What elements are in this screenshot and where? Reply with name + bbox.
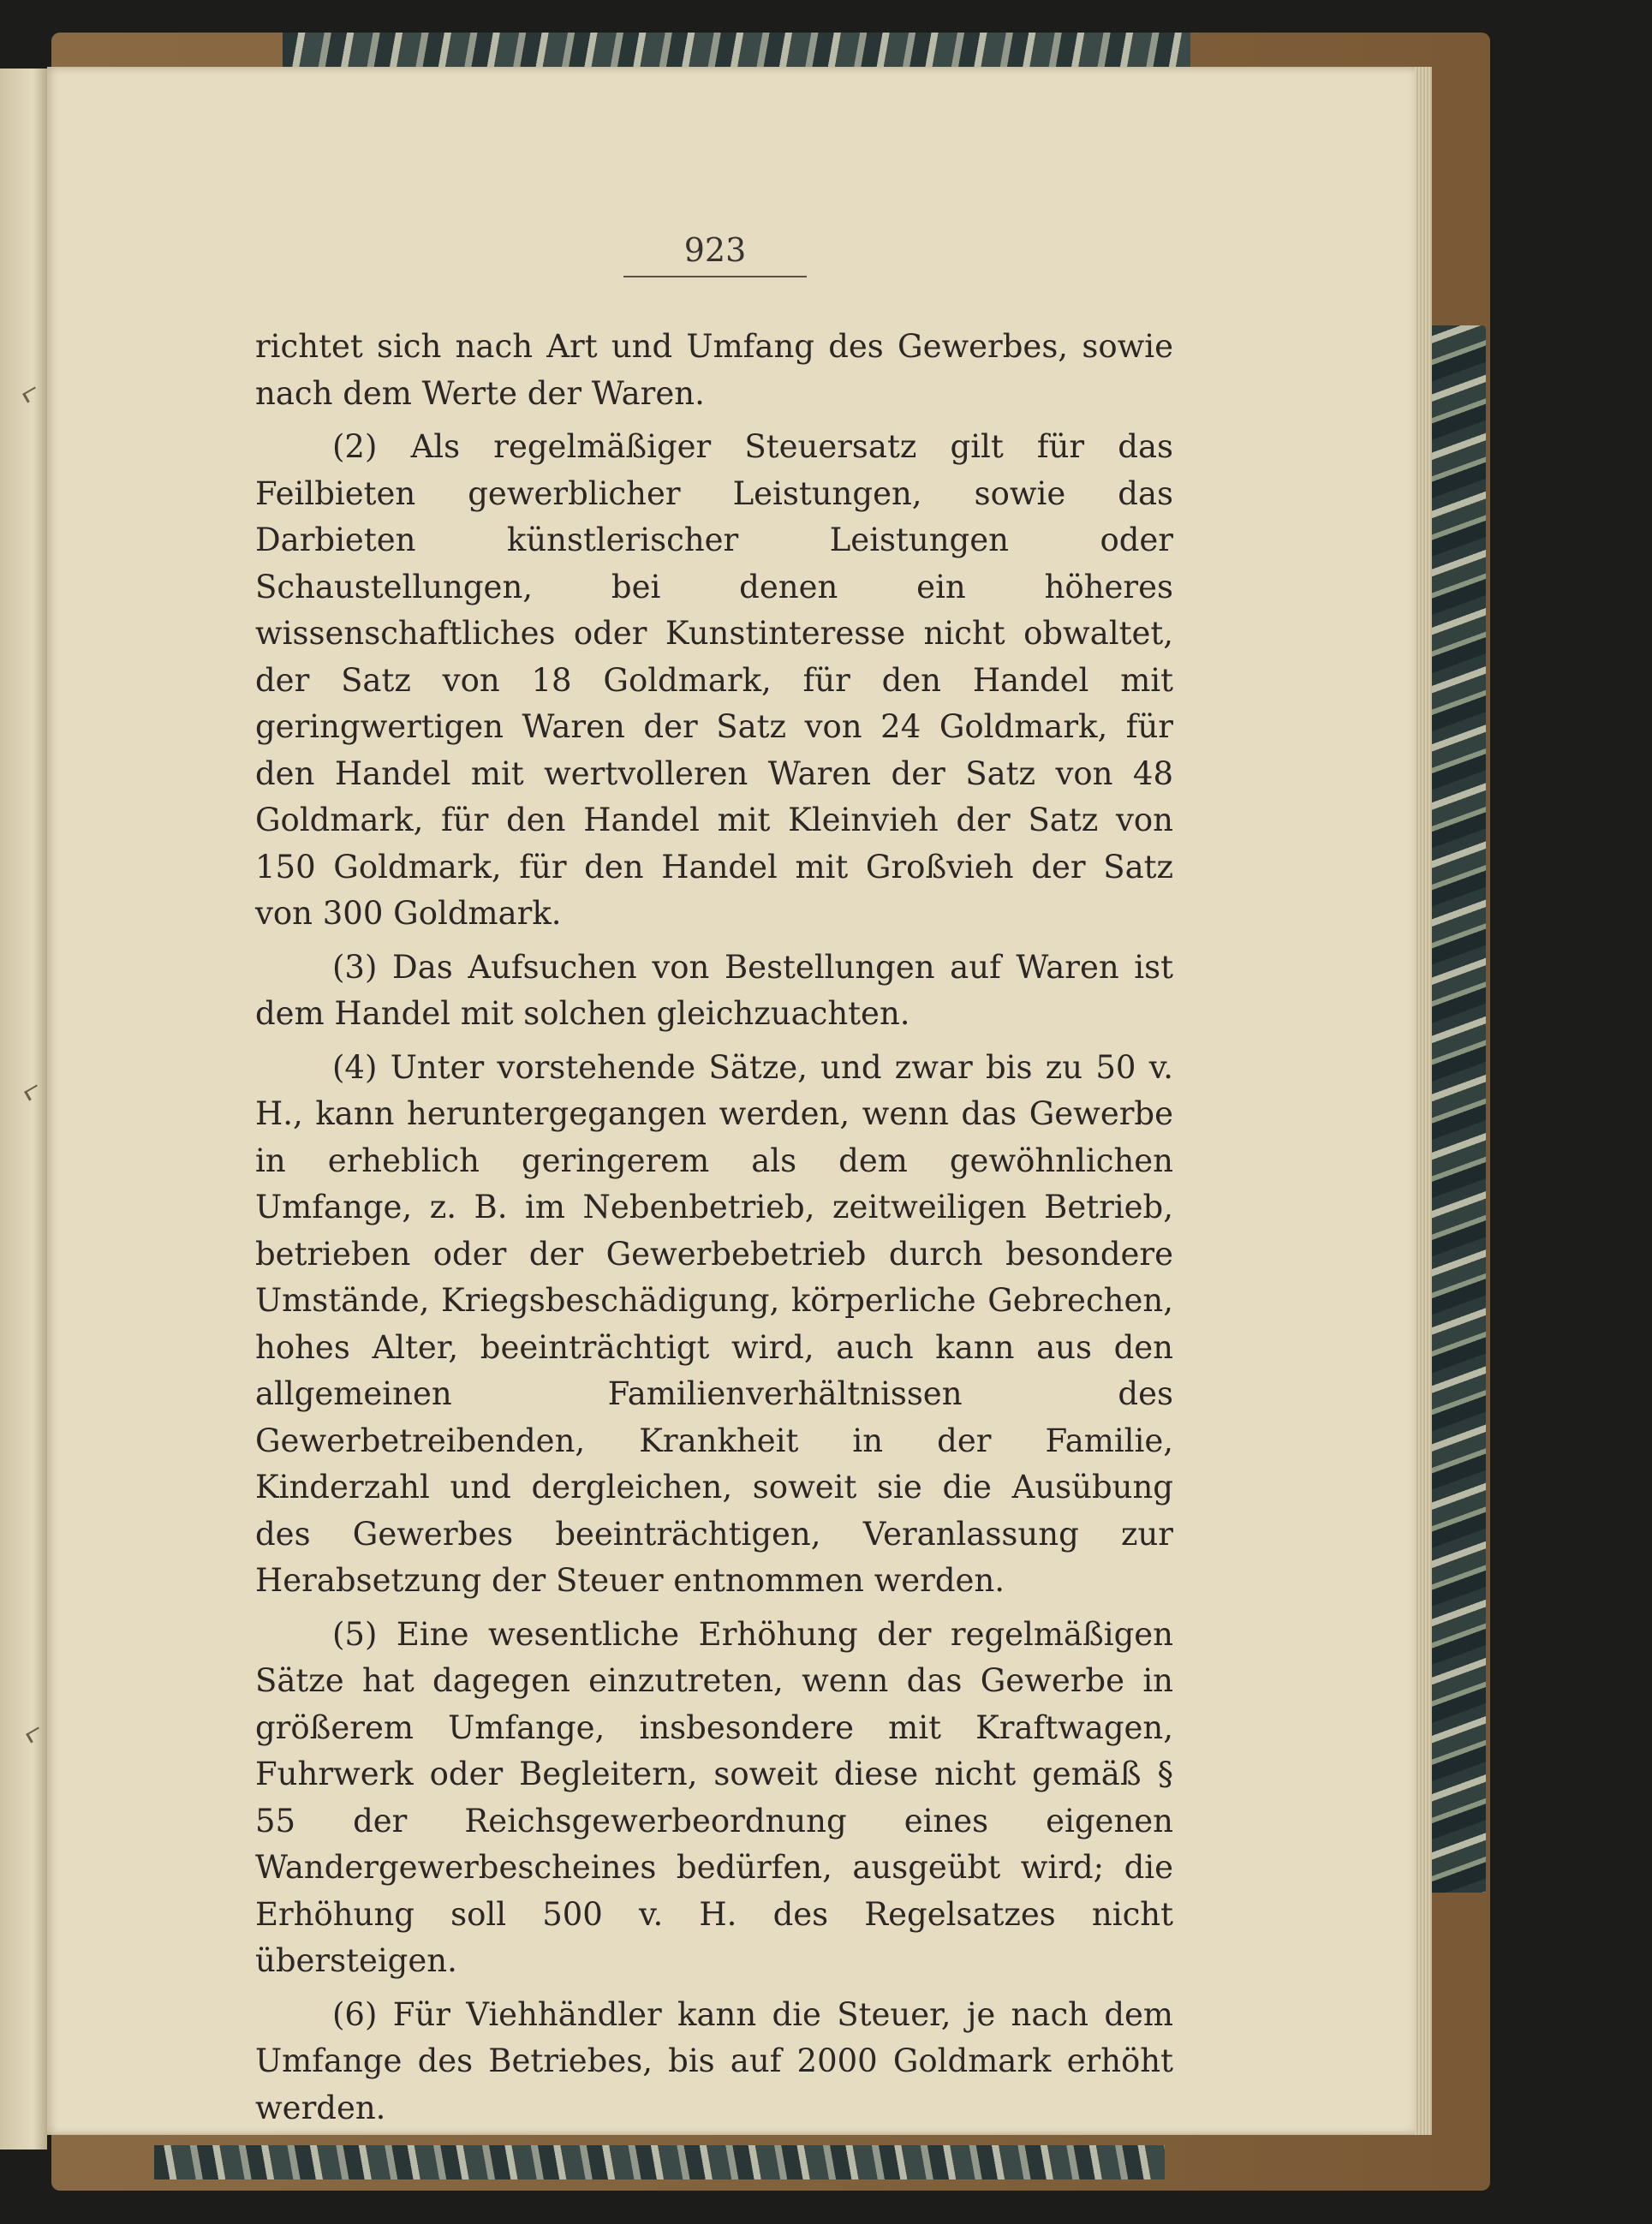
marbled-edge-right: [1426, 325, 1486, 1893]
paragraph-continuation: richtet sich nach Art und Umfang des Gewerbes, sowie nach dem Werte der Waren.: [255, 328, 1173, 412]
paragraph-5: (5) Eine wesentliche Erhöhung der regelmäßigen Sätze hat dagegen einzutreten, wenn das Gewerbe in größerem Umfange, insbesondere mit Kraftwagen, Fuhrwerk oder Begleitern, soweit diese nicht gemäß § 55 der Reichsgewerbeordnung eines eigenen Wandergewerbescheines bedürfen, ausgeübt wird; die Erhöhung soll 500 v. H. des Regelsatzes nicht übersteigen.: [255, 1615, 1173, 1979]
marbled-edge-top: [283, 33, 1190, 70]
paragraph-4: (4) Unter vorstehende Sätze, und zwar bis zu 50 v. H., kann heruntergegangen werden, wenn das Gewerbe in erheblich geringerem als dem gewöhnlichen Umfange, z. B. im Nebenbetrieb, zeitweiligen Betrieb, betrieben oder der Gewerbebetrieb durch besondere Umstände, Kriegsbeschädigung, körperliche Gebrechen, hohes Alter, beeinträchtigt wird, auch kann aus den allgemeinen Familienverhältnissen des Gewerbetreibenden, Krankheit in der Familie, Kinderzahl und dergleichen, soweit sie die Ausübung des Gewerbes beeinträchtigen, Veranlassung zur Herabsetzung der Steuer entnommen werden.: [255, 1048, 1173, 1599]
marbled-edge-bottom: [154, 2145, 1165, 2179]
page-number-rule: [623, 276, 807, 277]
paragraph-3: (3) Das Aufsuchen von Bestellungen auf Waren ist dem Handel mit solchen gleichzuachten.: [255, 948, 1173, 1032]
paragraph-6: (6) Für Viehhändler kann die Steuer, je nach dem Umfange des Betriebes, bis auf 2000 Goldmark erhöht werden.: [255, 1995, 1173, 2126]
page-number: 923: [683, 231, 747, 269]
page-stack-edge: [1415, 67, 1432, 2135]
paragraph-2: (2) Als regelmäßiger Steuersatz gilt für das Feilbieten gewerblicher Leistungen, sowie das Darbieten künstlerischer Leistungen oder Schaustellungen, bei denen ein höheres wissenschaftliches oder Kunstinteresse nicht obwaltet, der Satz von 18 Goldmark, für den Handel mit geringwertigen Waren der Satz von 24 Goldmark, für den Handel mit wertvolleren Waren der Satz von 48 Goldmark, für den Handel mit Kleinvieh der Satz von 150 Goldmark, für den Handel mit Großvieh der Satz von 300 Goldmark.: [255, 428, 1173, 932]
previous-page-edge: [0, 69, 47, 2149]
page-body: [255, 324, 1173, 2138]
